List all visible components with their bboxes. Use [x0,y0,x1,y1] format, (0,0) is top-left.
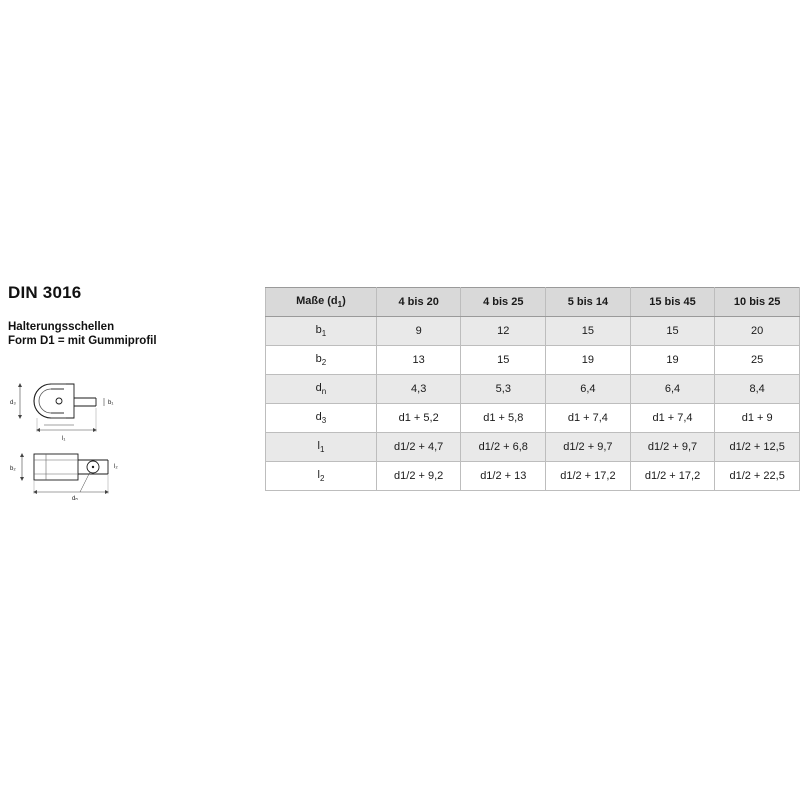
table-cell: 15 [461,346,546,375]
table-cell: 25 [715,346,800,375]
row-label-b1 [266,317,377,346]
header-measures-text: Maße (d [296,294,338,307]
row-label-sub: 1 [321,329,327,339]
table-header-cell-range-2: 4 bis 25 [461,288,546,317]
table-body [266,317,800,491]
drawing-label-b2: b₂ [10,466,16,472]
row-label-sub: n [321,387,327,397]
table-cell: d1/2 + 13 [461,462,546,491]
row-label-main: b [315,323,322,336]
table-cell: d1/2 + 22,5 [715,462,800,491]
table-cell: d1 + 9 [715,404,800,433]
table-cell: d1 + 5,8 [461,404,546,433]
row-label-sub: 1 [319,445,325,455]
table-cell: d1/2 + 9,2 [376,462,461,491]
table-cell: 9 [376,317,461,346]
table-cell: d1/2 + 17,2 [630,462,715,491]
header-measures-end: ) [342,294,346,307]
page-title: DIN 3016 [8,283,82,302]
row-label-main: d [315,410,322,423]
technical-drawing [4,368,154,508]
table-header-cell-range-4: 15 bis 45 [630,288,715,317]
table-header-cell-range-1: 4 bis 20 [376,288,461,317]
row-label-main: l [317,439,320,452]
header-measures-sub: 1 [337,300,343,310]
table-cell: d1/2 + 17,2 [546,462,631,491]
row-label-l2 [266,462,377,491]
table-row [266,462,800,491]
row-label-main: b [315,352,322,365]
table-cell: 12 [461,317,546,346]
drawing-label-l1: l₁ [62,436,66,442]
table-cell: d1/2 + 4,7 [376,433,461,462]
subtitle-form-description: Form D1 = mit Gummiprofil [8,335,157,347]
table-header-cell-range-5: 10 bis 25 [715,288,800,317]
table-cell: d1/2 + 12,5 [715,433,800,462]
table-cell: d1 + 7,4 [630,404,715,433]
subtitle-product-type: Halterungsschellen [8,321,115,333]
table-cell: d1/2 + 9,7 [630,433,715,462]
table-row [266,346,800,375]
document-info-block [8,283,238,347]
row-label-main: l [317,468,320,481]
table-cell: d1/2 + 9,7 [546,433,631,462]
table-header [266,288,800,317]
table-header-row [266,288,800,317]
drawing-label-l2: l₂ [114,464,118,470]
row-label-dn [266,375,377,404]
table-cell: 8,4 [715,375,800,404]
table-header-cell-measures [266,288,377,317]
drawing-label-b1: b₁ [108,400,114,406]
drawing-label-d3: d₃ [10,400,16,406]
table-row [266,433,800,462]
table-cell: 4,3 [376,375,461,404]
row-label-sub: 2 [321,358,327,368]
table-cell: 19 [546,346,631,375]
table-cell: 5,3 [461,375,546,404]
table-cell: 6,4 [630,375,715,404]
drawing-label-dn: dₙ [72,496,78,502]
table-row [266,404,800,433]
table-cell: 13 [376,346,461,375]
dimensions-table [265,287,800,491]
table-row [266,375,800,404]
row-label-l1 [266,433,377,462]
row-label-main: d [315,381,322,394]
table-cell: d1 + 7,4 [546,404,631,433]
table-row [266,317,800,346]
table-cell: 15 [630,317,715,346]
table-cell: 20 [715,317,800,346]
table-cell: d1/2 + 6,8 [461,433,546,462]
table-cell: 6,4 [546,375,631,404]
row-label-b2 [266,346,377,375]
row-label-sub: 3 [321,416,327,426]
table-cell: d1 + 5,2 [376,404,461,433]
clamp-drawing-svg [4,368,154,508]
row-label-sub: 2 [319,474,325,484]
row-label-d3 [266,404,377,433]
table-cell: 15 [546,317,631,346]
table-cell: 19 [630,346,715,375]
table-header-cell-range-3: 5 bis 14 [546,288,631,317]
